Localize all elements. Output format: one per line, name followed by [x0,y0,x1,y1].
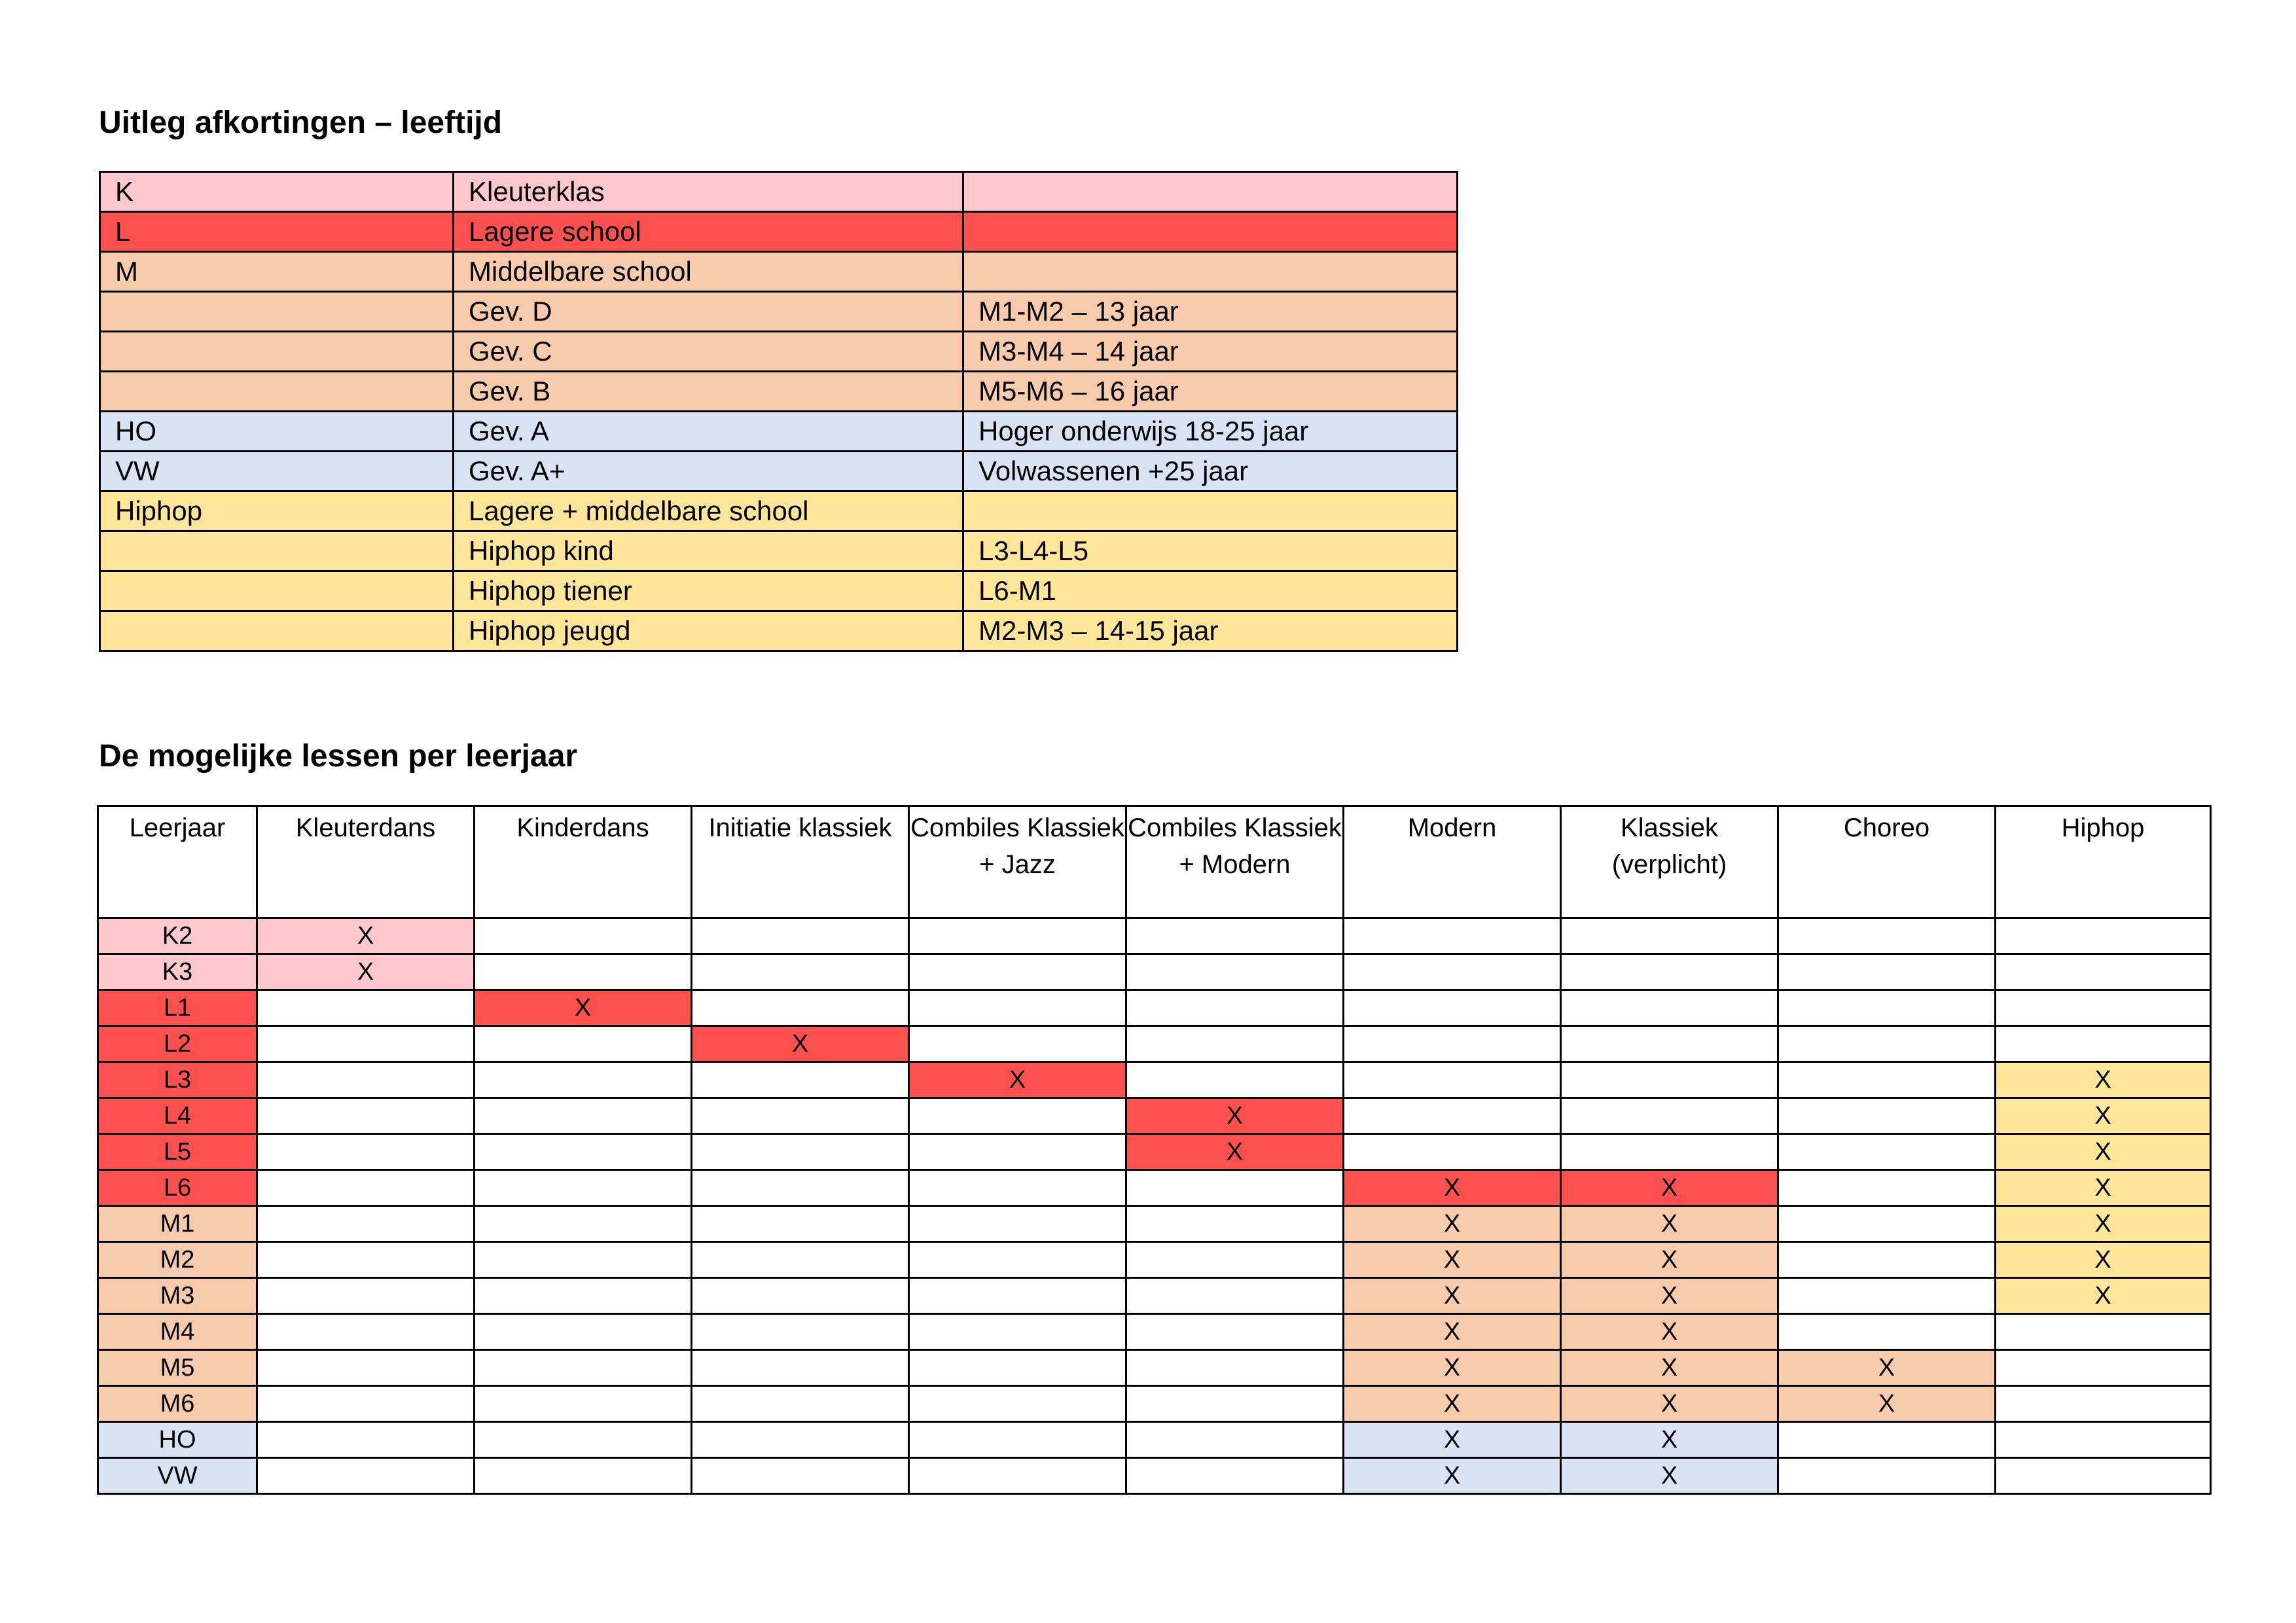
lesson-cell [1126,990,1344,1026]
lesson-cell [1126,1206,1344,1242]
abbreviation-cell: K [100,172,454,212]
lesson-cell [692,1206,909,1242]
legend-row [100,452,1458,491]
year-cell: L4 [98,1098,257,1134]
lesson-cell [475,1386,692,1422]
lesson-mark: X [1996,1062,2211,1098]
legend-row [100,252,1458,292]
lesson-cell [1344,954,1561,990]
lesson-cell [692,1278,909,1314]
lesson-cell [909,918,1126,954]
lesson-cell [1126,1242,1344,1278]
lesson-cell [1778,1134,1996,1170]
abbreviation-cell [100,372,454,412]
lesson-cell [257,990,475,1026]
lesson-cell [1344,990,1561,1026]
year-cell: L2 [98,1026,257,1062]
lesson-mark: X [1561,1170,1778,1206]
lesson-cell [1778,1026,1996,1062]
year-cell: M1 [98,1206,257,1242]
lesson-cell [475,1458,692,1494]
abbreviation-cell: VW [100,452,454,491]
year-cell: K2 [98,918,257,954]
lesson-cell [1996,954,2211,990]
lesson-mark: X [1344,1386,1561,1422]
lesson-cell [1561,918,1778,954]
column-header: Combiles Klassiek + Jazz [909,806,1126,918]
table-row [98,1170,2211,1206]
lesson-cell [1561,1098,1778,1134]
lesson-cell [1996,1386,2211,1422]
lesson-cell [1344,1062,1561,1098]
lesson-mark: X [1126,1134,1344,1170]
lesson-cell [1126,954,1344,990]
description-cell: Lagere school [454,212,963,252]
column-header: Choreo [1778,806,1996,918]
lesson-cell [692,1386,909,1422]
lesson-cell [909,1350,1126,1386]
lesson-cell [475,1206,692,1242]
lesson-mark: X [1344,1422,1561,1458]
age-cell: M3-M4 – 14 jaar [963,332,1458,372]
table-row [98,990,2211,1026]
lesson-cell [1126,1062,1344,1098]
legend-row [100,491,1458,531]
lesson-cell [475,1062,692,1098]
lesson-cell [692,1242,909,1278]
lesson-cell [692,1422,909,1458]
table-row [98,1134,2211,1170]
lesson-mark: X [1561,1386,1778,1422]
lesson-cell [1344,1026,1561,1062]
lesson-cell [1778,990,1996,1026]
lesson-mark: X [1561,1458,1778,1494]
lesson-cell [1778,1062,1996,1098]
lesson-mark: X [1561,1314,1778,1350]
lesson-cell [1996,990,2211,1026]
lesson-cell [475,1278,692,1314]
lesson-cell [475,1422,692,1458]
lesson-cell [257,1278,475,1314]
lesson-cell [1996,1350,2211,1386]
table-row [98,1314,2211,1350]
lesson-cell [475,918,692,954]
lesson-cell [909,1170,1126,1206]
description-cell: Gev. A+ [454,452,963,491]
description-cell: Gev. B [454,372,963,412]
abbreviation-cell [100,332,454,372]
lesson-mark: X [1126,1098,1344,1134]
table-row [98,1350,2211,1386]
lesson-cell [692,1314,909,1350]
lesson-mark: X [1344,1314,1561,1350]
legend-row [100,292,1458,332]
lesson-mark: X [257,954,475,990]
column-header: Combiles Klassiek + Modern [1126,806,1344,918]
lesson-mark: X [1778,1350,1996,1386]
lesson-mark: X [692,1026,909,1062]
lesson-cell [257,1098,475,1134]
table-row [98,1098,2211,1134]
lesson-cell [1561,1026,1778,1062]
abbreviation-legend-table [99,171,1458,652]
table-row [98,1422,2211,1458]
column-header: Hiphop [1996,806,2211,918]
year-cell: VW [98,1458,257,1494]
lesson-mark: X [1996,1134,2211,1170]
year-cell: M5 [98,1350,257,1386]
lesson-cell [1561,954,1778,990]
abbreviation-cell [100,531,454,571]
lesson-cell [1778,1242,1996,1278]
lesson-cell [257,1458,475,1494]
year-cell: HO [98,1422,257,1458]
description-cell: Hiphop jeugd [454,611,963,651]
lesson-cell [692,1134,909,1170]
lesson-cell [1126,918,1344,954]
lesson-cell [1126,1386,1344,1422]
lesson-cell [475,1098,692,1134]
age-cell: M5-M6 – 16 jaar [963,372,1458,412]
lesson-cell [692,918,909,954]
lesson-cell [475,1134,692,1170]
table-row [98,1386,2211,1422]
lesson-cell [1778,1206,1996,1242]
lesson-cell [1996,1026,2211,1062]
lesson-mark: X [1996,1206,2211,1242]
lesson-cell [257,1386,475,1422]
lesson-cell [909,1386,1126,1422]
lesson-mark: X [1561,1278,1778,1314]
lesson-cell [1126,1026,1344,1062]
age-cell [963,172,1458,212]
lesson-cell [909,1422,1126,1458]
legend-row [100,531,1458,571]
lesson-cell [1126,1458,1344,1494]
year-cell: M3 [98,1278,257,1314]
year-cell: L3 [98,1062,257,1098]
description-cell: Gev. D [454,292,963,332]
lesson-cell [692,1458,909,1494]
age-cell: L3-L4-L5 [963,531,1458,571]
abbreviation-cell: M [100,252,454,292]
lesson-cell [1126,1278,1344,1314]
lesson-mark: X [1561,1422,1778,1458]
lesson-mark: X [1996,1098,2211,1134]
lesson-mark: X [257,918,475,954]
lesson-cell [257,1062,475,1098]
legend-title: Uitleg afkortingen – leeftijd [99,105,503,140]
year-cell: K3 [98,954,257,990]
lesson-cell [1778,1278,1996,1314]
lesson-cell [1344,1098,1561,1134]
abbreviation-cell [100,292,454,332]
lesson-cell [1778,1458,1996,1494]
year-cell: M6 [98,1386,257,1422]
legend-row [100,412,1458,452]
lesson-cell [1778,1098,1996,1134]
column-header: Kleuterdans [257,806,475,918]
abbreviation-cell [100,611,454,651]
lesson-cell [909,990,1126,1026]
legend-row [100,571,1458,611]
legend-row [100,611,1458,651]
column-header: Klassiek (verplicht) [1561,806,1778,918]
lesson-cell [909,954,1126,990]
lesson-cell [1996,1458,2211,1494]
lesson-cell [909,1242,1126,1278]
lesson-cell [909,1098,1126,1134]
year-cell: L1 [98,990,257,1026]
lesson-cell [257,1170,475,1206]
lesson-cell [1126,1170,1344,1206]
year-cell: L5 [98,1134,257,1170]
lesson-cell [1561,990,1778,1026]
lesson-cell [1778,954,1996,990]
lesson-mark: X [1344,1206,1561,1242]
table-row [98,1278,2211,1314]
column-header: Initiatie klassiek [692,806,909,918]
lesson-cell [1996,1422,2211,1458]
table-row [98,1458,2211,1494]
table-row [98,954,2211,990]
lesson-mark: X [1561,1242,1778,1278]
lesson-cell [1778,1314,1996,1350]
lesson-cell [909,1134,1126,1170]
lesson-cell [257,1422,475,1458]
lesson-mark: X [475,990,692,1026]
lesson-cell [257,1206,475,1242]
description-cell: Kleuterklas [454,172,963,212]
lessons-title: De mogelijke lessen per leerjaar [99,739,578,774]
lesson-cell [1126,1314,1344,1350]
lesson-cell [1344,1134,1561,1170]
abbreviation-cell: Hiphop [100,491,454,531]
table-row [98,1026,2211,1062]
abbreviation-cell [100,571,454,611]
lesson-cell [1778,918,1996,954]
abbreviation-cell: HO [100,412,454,452]
table-row [98,1062,2211,1098]
lesson-cell [692,1170,909,1206]
abbreviation-cell: L [100,212,454,252]
lesson-cell [692,990,909,1026]
lesson-cell [1561,1134,1778,1170]
table-row [98,918,2211,954]
lesson-cell [1561,1062,1778,1098]
lesson-cell [257,1350,475,1386]
lesson-mark: X [1996,1278,2211,1314]
description-cell: Hiphop kind [454,531,963,571]
lesson-cell [475,1170,692,1206]
column-header: Kinderdans [475,806,692,918]
description-cell: Gev. A [454,412,963,452]
lesson-mark: X [909,1062,1126,1098]
lesson-cell [909,1458,1126,1494]
lesson-mark: X [1344,1242,1561,1278]
lesson-cell [692,954,909,990]
lesson-cell [909,1206,1126,1242]
age-cell [963,252,1458,292]
lesson-mark: X [1344,1458,1561,1494]
legend-row [100,372,1458,412]
lesson-cell [1344,918,1561,954]
year-cell: M2 [98,1242,257,1278]
lesson-mark: X [1561,1206,1778,1242]
description-cell: Lagere + middelbare school [454,491,963,531]
lesson-cell [1996,1314,2211,1350]
column-header: Leerjaar [98,806,257,918]
header-row [98,806,2211,918]
lesson-cell [692,1098,909,1134]
age-cell: M1-M2 – 13 jaar [963,292,1458,332]
lesson-cell [475,1026,692,1062]
lesson-cell [475,1350,692,1386]
lesson-mark: X [1344,1278,1561,1314]
lesson-cell [475,954,692,990]
lesson-cell [909,1314,1126,1350]
legend-row [100,332,1458,372]
age-cell: L6-M1 [963,571,1458,611]
year-cell: M4 [98,1314,257,1350]
lesson-cell [475,1314,692,1350]
lesson-cell [1778,1422,1996,1458]
lesson-cell [1996,918,2211,954]
age-cell: Volwassenen +25 jaar [963,452,1458,491]
age-cell [963,491,1458,531]
lesson-cell [257,1134,475,1170]
lesson-mark: X [1561,1350,1778,1386]
lesson-cell [909,1026,1126,1062]
legend-row [100,212,1458,252]
lesson-mark: X [1996,1242,2211,1278]
lesson-cell [692,1062,909,1098]
lesson-cell [1126,1422,1344,1458]
lesson-cell [475,1242,692,1278]
lesson-cell [692,1350,909,1386]
lesson-cell [257,1242,475,1278]
table-row [98,1242,2211,1278]
lesson-cell [257,1314,475,1350]
age-cell: Hoger onderwijs 18-25 jaar [963,412,1458,452]
column-header: Modern [1344,806,1561,918]
legend-row [100,172,1458,212]
lesson-mark: X [1344,1350,1561,1386]
description-cell: Gev. C [454,332,963,372]
lessons-per-year-table [97,805,2212,1495]
age-cell [963,212,1458,252]
lesson-mark: X [1778,1386,1996,1422]
age-cell: M2-M3 – 14-15 jaar [963,611,1458,651]
lesson-cell [257,1026,475,1062]
lesson-cell [909,1278,1126,1314]
lesson-cell [1778,1170,1996,1206]
description-cell: Middelbare school [454,252,963,292]
lesson-mark: X [1344,1170,1561,1206]
description-cell: Hiphop tiener [454,571,963,611]
table-row [98,1206,2211,1242]
year-cell: L6 [98,1170,257,1206]
lesson-cell [1126,1350,1344,1386]
lesson-mark: X [1996,1170,2211,1206]
